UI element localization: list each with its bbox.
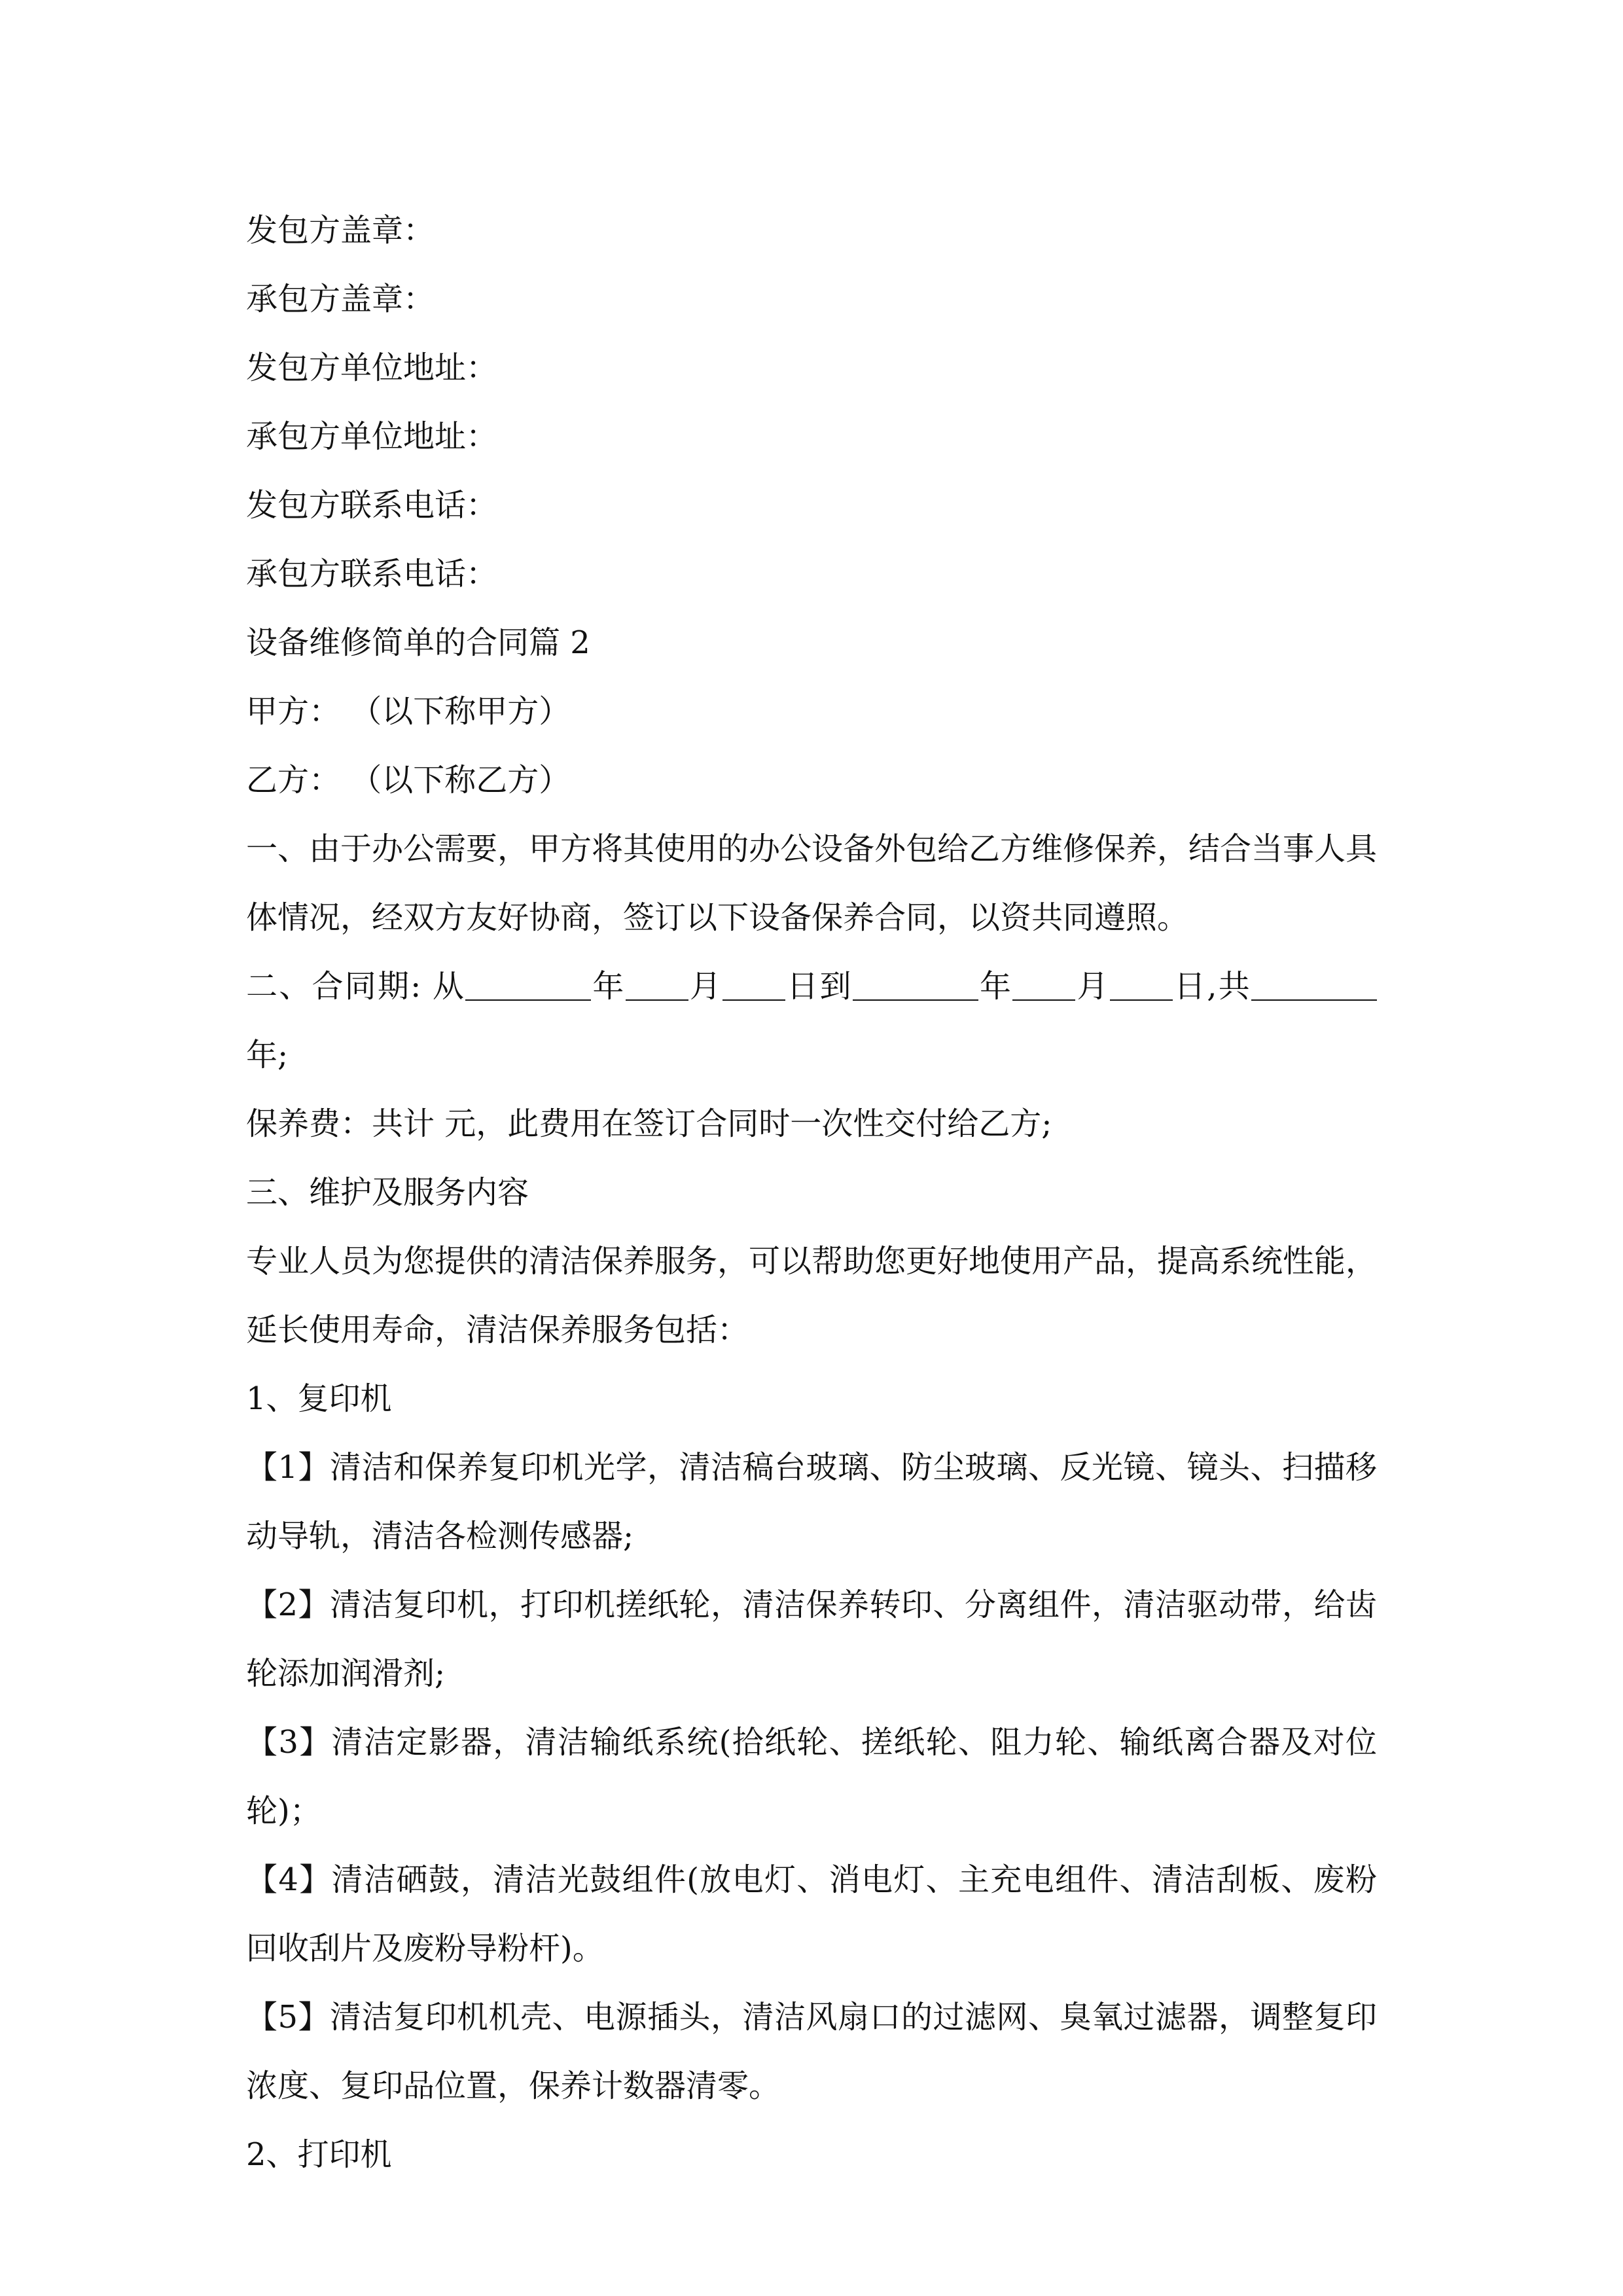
contractor-address-line: 承包方单位地址： bbox=[246, 418, 498, 455]
term-day-1: 日到 bbox=[785, 968, 853, 1005]
clause-three-heading: 三、维护及服务内容 bbox=[246, 1174, 529, 1211]
term-month-1: 月 bbox=[688, 968, 723, 1005]
total-years-blank bbox=[1251, 968, 1377, 1001]
start-day-blank bbox=[722, 968, 785, 1001]
copier-heading: 1、复印机 bbox=[246, 1380, 392, 1417]
section-title: 设备维修简单的合同篇 2 bbox=[246, 624, 590, 661]
term-prefix: 二、合同期: 从 bbox=[246, 968, 466, 1005]
service-intro: 专业人员为您提供的清洁保养服务，可以帮助您更好地使用产品，提高系统性能，延长使用寿命，清洁保养服务包括： bbox=[246, 1243, 1378, 1348]
maintenance-fee-line: 保养费：共计 元，此费用在签订合同时一次性交付给乙方; bbox=[246, 1105, 1052, 1142]
contract-body bbox=[246, 196, 1377, 2189]
issuer-seal-line: 发包方盖章： bbox=[246, 212, 435, 249]
copier-item-2: 【2】清洁复印机，打印机搓纸轮，清洁保养转印、分离组件，清洁驱动带，给齿轮添加润滑剂; bbox=[246, 1587, 1377, 1692]
start-year-blank bbox=[465, 968, 591, 1001]
end-day-blank bbox=[1110, 968, 1173, 1001]
end-month-blank bbox=[1012, 968, 1075, 1001]
term-month-2: 月 bbox=[1075, 968, 1110, 1005]
party-a-line: 甲方： （以下称甲方） bbox=[246, 693, 571, 730]
contractor-phone-line: 承包方联系电话： bbox=[246, 556, 498, 592]
printer-heading: 2、打印机 bbox=[246, 2136, 392, 2173]
copier-item-4: 【4】清洁硒鼓，清洁光鼓组件(放电灯、消电灯、主充电组件、清洁刮板、废粉回收刮片及废粉导粉杆)。 bbox=[246, 1861, 1377, 1967]
contract-term-line bbox=[246, 952, 1377, 1090]
copier-item-5: 【5】清洁复印机机壳、电源插头，清洁风扇口的过滤网、臭氧过滤器，调整复印浓度、复印品位置，保养计数器清零。 bbox=[246, 1999, 1377, 2104]
term-year-1: 年 bbox=[591, 968, 626, 1005]
start-month-blank bbox=[626, 968, 688, 1001]
term-year-2: 年 bbox=[978, 968, 1013, 1005]
issuer-address-line: 发包方单位地址： bbox=[246, 350, 498, 386]
end-year-blank bbox=[853, 968, 978, 1001]
term-year-3: 年; bbox=[246, 1037, 289, 1073]
issuer-phone-line: 发包方联系电话： bbox=[246, 487, 498, 524]
copier-item-3: 【3】清洁定影器，清洁输纸系统(拾纸轮、搓纸轮、阻力轮、输纸离合器及对位轮)； bbox=[246, 1724, 1377, 1829]
clause-one: 一、由于办公需要，甲方将其使用的办公设备外包给乙方维修保养，结合当事人具体情况，经双方友好协商，签订以下设备保养合同，以资共同遵照。 bbox=[246, 831, 1378, 936]
contractor-seal-line: 承包方盖章： bbox=[246, 281, 435, 317]
term-day-2: 日,共 bbox=[1172, 968, 1251, 1005]
party-b-line: 乙方： （以下称乙方） bbox=[246, 762, 571, 798]
copier-item-1: 【1】清洁和保养复印机光学，清洁稿台玻璃、防尘玻璃、反光镜、镜头、扫描移动导轨，清洁各检测传感器; bbox=[246, 1449, 1377, 1554]
